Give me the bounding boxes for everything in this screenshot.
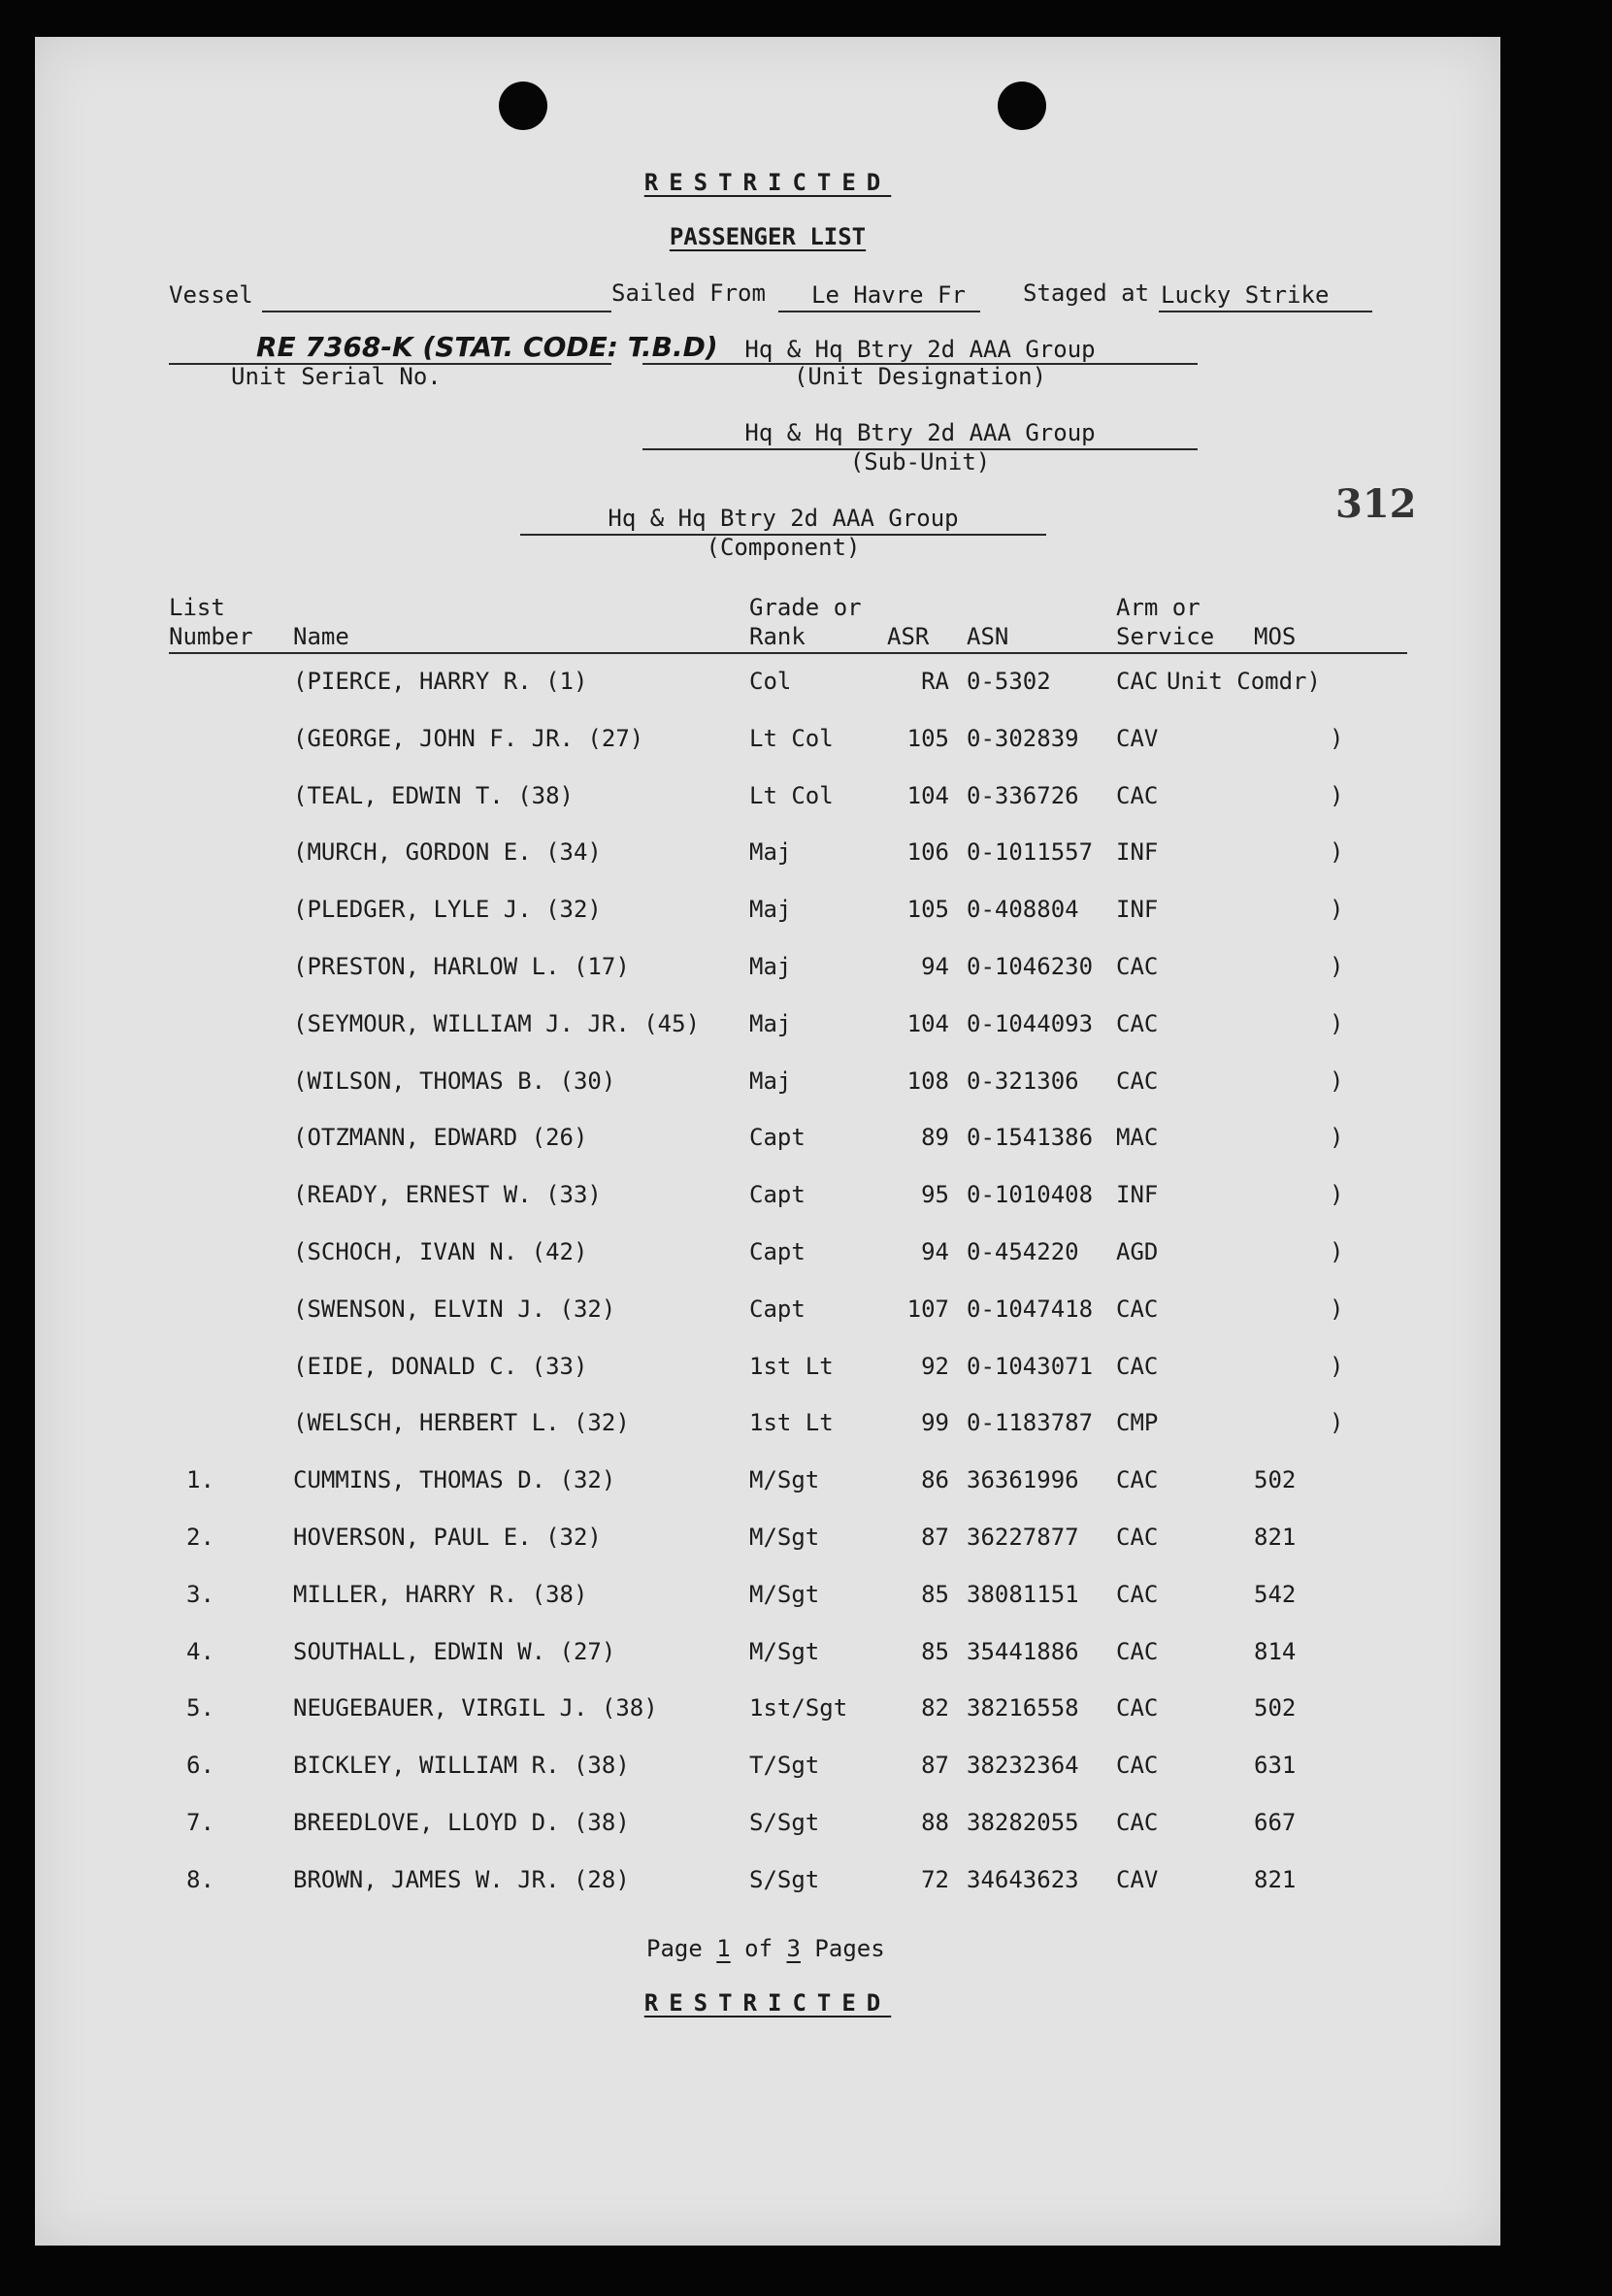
col-name: Name <box>293 623 349 650</box>
asn-number: 0-454220 <box>967 1238 1079 1265</box>
table-row <box>35 1409 1500 1448</box>
list-number: 3. <box>186 1580 214 1608</box>
asn-number: 0-336726 <box>967 781 1079 809</box>
grade-rank: M/Sgt <box>749 1466 820 1494</box>
passenger-name: BICKLEY, WILLIAM R. (38) <box>293 1752 630 1780</box>
table-row <box>35 1181 1500 1220</box>
grade-rank: Capt <box>749 1238 806 1265</box>
asn-number: 36227877 <box>967 1524 1079 1551</box>
col-arm-line1: Arm or <box>1116 594 1201 621</box>
asn-number: 0-1011557 <box>967 838 1094 867</box>
of-word: of <box>744 1935 773 1962</box>
grade-rank: Maj <box>749 1066 792 1095</box>
table-row <box>35 896 1500 935</box>
table-row <box>35 668 1500 706</box>
closing-paren: ) <box>1330 1009 1344 1037</box>
staged-at-label: Staged at <box>1023 279 1150 307</box>
closing-paren: ) <box>1330 838 1344 867</box>
asr-score: 85 <box>921 1637 949 1665</box>
asr-score: 87 <box>921 1524 949 1551</box>
asr-score: 95 <box>921 1181 949 1209</box>
col-arm-line2: Service <box>1116 623 1215 650</box>
sub-unit-label: (Sub-Unit) <box>849 448 991 476</box>
arm-service: CAC <box>1116 1066 1159 1095</box>
closing-paren: ) <box>1330 1238 1344 1265</box>
grade-rank: S/Sgt <box>749 1865 820 1893</box>
grade-rank: Maj <box>749 1009 792 1037</box>
table-row <box>35 953 1500 992</box>
unit-designation-label: (Unit Designation) <box>793 363 1047 390</box>
component-label: (Component) <box>706 534 861 561</box>
closing-paren: ) <box>1330 724 1344 752</box>
table-row <box>35 838 1500 877</box>
col-grade-line1: Grade or <box>749 594 862 621</box>
asr-score: 105 <box>906 724 949 752</box>
asr-score: 72 <box>921 1865 949 1893</box>
mos-code: 502 <box>1254 1466 1297 1494</box>
grade-rank: Lt Col <box>749 724 834 752</box>
asn-number: 0-5302 <box>967 668 1051 695</box>
closing-paren: ) <box>1330 1352 1344 1380</box>
page-total: 3 <box>786 1935 801 1962</box>
mos-code: 502 <box>1254 1694 1297 1722</box>
table-row <box>35 1296 1500 1334</box>
grade-rank: Capt <box>749 1181 806 1209</box>
asn-number: 38081151 <box>967 1580 1079 1608</box>
arm-service: CAC <box>1116 953 1159 980</box>
list-number: 6. <box>186 1752 214 1780</box>
restricted-heading-top: RESTRICTED <box>643 169 892 196</box>
mos-code: 667 <box>1254 1809 1297 1836</box>
passenger-name: (WILSON, THOMAS B. (30) <box>293 1066 616 1095</box>
grade-rank: M/Sgt <box>749 1524 820 1551</box>
asn-number: 0-1047418 <box>967 1295 1094 1323</box>
restricted-heading-bottom: RESTRICTED <box>643 1989 892 2017</box>
page-current: 1 <box>716 1935 731 1962</box>
vessel-underline <box>262 311 611 312</box>
passenger-name: (TEAL, EDWIN T. (38) <box>293 781 574 809</box>
col-list-number-line2: Number <box>169 623 253 650</box>
asr-score: 106 <box>906 838 949 867</box>
col-grade-line2: Rank <box>749 623 806 650</box>
mos-code: 814 <box>1254 1637 1297 1665</box>
asr-score: 99 <box>921 1409 949 1437</box>
asr-score: 94 <box>921 953 949 980</box>
table-row <box>35 1238 1500 1277</box>
list-number: 5. <box>186 1694 214 1722</box>
asn-number: 38282055 <box>967 1809 1079 1836</box>
grade-rank: M/Sgt <box>749 1637 820 1665</box>
list-number: 7. <box>186 1809 214 1836</box>
mos-code: Unit Comdr) <box>1167 668 1321 695</box>
table-row <box>35 1524 1500 1562</box>
grade-rank: 1st/Sgt <box>749 1694 848 1722</box>
asn-number: 0-1043071 <box>967 1352 1094 1380</box>
arm-service: CAC <box>1116 1694 1159 1722</box>
arm-service: CAV <box>1116 724 1159 752</box>
passenger-name: SOUTHALL, EDWIN W. (27) <box>293 1637 616 1665</box>
unit-designation-value: Hq & Hq Btry 2d AAA Group <box>744 336 1096 363</box>
arm-service: CAC <box>1116 781 1159 809</box>
page-word: Page <box>646 1935 703 1962</box>
table-row <box>35 1353 1500 1392</box>
unit-serial-handwritten: RE 7368-K (STAT. CODE: T.B.D) <box>256 331 718 363</box>
table-row <box>35 725 1500 764</box>
grade-rank: Maj <box>749 953 792 980</box>
asn-number: 36361996 <box>967 1466 1079 1494</box>
closing-paren: ) <box>1330 1066 1344 1095</box>
col-list-number-line1: List <box>169 594 225 621</box>
page-number-stamp: 312 <box>1335 481 1417 527</box>
grade-rank: Maj <box>749 838 792 867</box>
asn-number: 0-1046230 <box>967 953 1094 980</box>
arm-service: CAC <box>1116 1295 1159 1323</box>
closing-paren: ) <box>1330 1181 1344 1209</box>
arm-service: INF <box>1116 896 1159 924</box>
page-footer <box>646 1935 885 1962</box>
mos-code: 542 <box>1254 1580 1297 1608</box>
asr-score: 104 <box>906 1009 949 1037</box>
arm-service: CMP <box>1116 1409 1159 1437</box>
passenger-list-title: PASSENGER LIST <box>669 223 867 250</box>
document-page <box>35 37 1500 2246</box>
asr-score: RA <box>921 668 949 695</box>
asn-number: 0-1183787 <box>967 1409 1094 1437</box>
arm-service: CAC <box>1116 1580 1159 1608</box>
arm-service: CAC <box>1116 1009 1159 1037</box>
table-row <box>35 782 1500 821</box>
arm-service: MAC <box>1116 1124 1159 1152</box>
passenger-name: NEUGEBAUER, VIRGIL J. (38) <box>293 1694 658 1722</box>
grade-rank: Col <box>749 668 792 695</box>
list-number: 2. <box>186 1524 214 1551</box>
sailed-from-underline <box>778 311 980 312</box>
closing-paren: ) <box>1330 1295 1344 1323</box>
asn-number: 0-302839 <box>967 724 1079 752</box>
arm-service: CAC <box>1116 1752 1159 1780</box>
arm-service: CAC <box>1116 1809 1159 1836</box>
grade-rank: T/Sgt <box>749 1752 820 1780</box>
col-asn: ASN <box>967 623 1009 650</box>
sailed-from-label: Sailed From <box>611 279 766 307</box>
arm-service: CAC <box>1116 668 1159 695</box>
component-value: Hq & Hq Btry 2d AAA Group <box>608 505 959 532</box>
sailed-from-value: Le Havre Fr <box>811 281 966 309</box>
asr-score: 107 <box>906 1295 949 1323</box>
asn-number: 38216558 <box>967 1694 1079 1722</box>
mos-code: 821 <box>1254 1865 1297 1893</box>
punch-hole-left <box>499 82 547 130</box>
table-row <box>35 1010 1500 1049</box>
arm-service: CAC <box>1116 1637 1159 1665</box>
passenger-name: HOVERSON, PAUL E. (32) <box>293 1524 602 1551</box>
grade-rank: 1st Lt <box>749 1352 834 1380</box>
table-row <box>35 1067 1500 1106</box>
passenger-name: (PIERCE, HARRY R. (1) <box>293 668 588 695</box>
asn-number: 0-1010408 <box>967 1181 1094 1209</box>
passenger-name: (OTZMANN, EDWARD (26) <box>293 1124 588 1152</box>
asr-score: 82 <box>921 1694 949 1722</box>
staged-at-underline <box>1159 311 1372 312</box>
passenger-name: (PRESTON, HARLOW L. (17) <box>293 953 630 980</box>
table-row <box>35 1581 1500 1620</box>
punch-hole-right <box>998 82 1046 130</box>
arm-service: INF <box>1116 838 1159 867</box>
passenger-name: (SEYMOUR, WILLIAM J. JR. (45) <box>293 1009 701 1037</box>
asn-number: 38232364 <box>967 1752 1079 1780</box>
table-row <box>35 1638 1500 1677</box>
grade-rank: Capt <box>749 1295 806 1323</box>
table-row <box>35 1124 1500 1163</box>
table-row <box>35 1809 1500 1848</box>
asr-score: 94 <box>921 1238 949 1265</box>
grade-rank: Maj <box>749 896 792 924</box>
mos-code: 631 <box>1254 1752 1297 1780</box>
passenger-name: MILLER, HARRY R. (38) <box>293 1580 588 1608</box>
passenger-name: (READY, ERNEST W. (33) <box>293 1181 602 1209</box>
passenger-name: BREEDLOVE, LLOYD D. (38) <box>293 1809 630 1836</box>
arm-service: CAC <box>1116 1524 1159 1551</box>
staged-at-value: Lucky Strike <box>1161 281 1330 309</box>
asr-score: 88 <box>921 1809 949 1836</box>
closing-paren: ) <box>1330 896 1344 924</box>
mos-code: 821 <box>1254 1524 1297 1551</box>
asr-score: 108 <box>906 1066 949 1095</box>
list-number: 8. <box>186 1865 214 1893</box>
col-asr: ASR <box>887 623 930 650</box>
arm-service: AGD <box>1116 1238 1159 1265</box>
passenger-name: (SWENSON, ELVIN J. (32) <box>293 1295 616 1323</box>
pages-word: Pages <box>814 1935 885 1962</box>
table-row <box>35 1466 1500 1505</box>
grade-rank: M/Sgt <box>749 1580 820 1608</box>
asn-number: 0-321306 <box>967 1066 1079 1095</box>
asn-number: 35441886 <box>967 1637 1079 1665</box>
arm-service: CAC <box>1116 1352 1159 1380</box>
asr-score: 104 <box>906 781 949 809</box>
col-mos: MOS <box>1254 623 1297 650</box>
vessel-label: Vessel <box>169 281 253 309</box>
header-rule <box>169 652 1407 654</box>
passenger-name: CUMMINS, THOMAS D. (32) <box>293 1466 616 1494</box>
passenger-name: (WELSCH, HERBERT L. (32) <box>293 1409 630 1437</box>
arm-service: CAV <box>1116 1865 1159 1893</box>
table-row <box>35 1752 1500 1790</box>
arm-service: CAC <box>1116 1466 1159 1494</box>
asr-score: 105 <box>906 896 949 924</box>
asr-score: 89 <box>921 1124 949 1152</box>
arm-service: INF <box>1116 1181 1159 1209</box>
grade-rank: S/Sgt <box>749 1809 820 1836</box>
grade-rank: 1st Lt <box>749 1409 834 1437</box>
closing-paren: ) <box>1330 953 1344 980</box>
passenger-name: (PLEDGER, LYLE J. (32) <box>293 896 602 924</box>
closing-paren: ) <box>1330 1124 1344 1152</box>
table-row <box>35 1866 1500 1905</box>
list-number: 1. <box>186 1466 214 1494</box>
passenger-name: BROWN, JAMES W. JR. (28) <box>293 1865 630 1893</box>
list-number: 4. <box>186 1637 214 1665</box>
asr-score: 87 <box>921 1752 949 1780</box>
unit-serial-label: Unit Serial No. <box>231 363 442 390</box>
asr-score: 86 <box>921 1466 949 1494</box>
passenger-name: (GEORGE, JOHN F. JR. (27) <box>293 724 644 752</box>
grade-rank: Lt Col <box>749 781 834 809</box>
asr-score: 92 <box>921 1352 949 1380</box>
asn-number: 0-1044093 <box>967 1009 1094 1037</box>
asr-score: 85 <box>921 1580 949 1608</box>
passenger-name: (MURCH, GORDON E. (34) <box>293 838 602 867</box>
closing-paren: ) <box>1330 1409 1344 1437</box>
grade-rank: Capt <box>749 1124 806 1152</box>
passenger-name: (SCHOCH, IVAN N. (42) <box>293 1238 588 1265</box>
asn-number: 0-1541386 <box>967 1124 1094 1152</box>
table-row <box>35 1694 1500 1733</box>
passenger-name: (EIDE, DONALD C. (33) <box>293 1352 588 1380</box>
asn-number: 0-408804 <box>967 896 1079 924</box>
asn-number: 34643623 <box>967 1865 1079 1893</box>
sub-unit-value: Hq & Hq Btry 2d AAA Group <box>744 419 1096 446</box>
closing-paren: ) <box>1330 781 1344 809</box>
